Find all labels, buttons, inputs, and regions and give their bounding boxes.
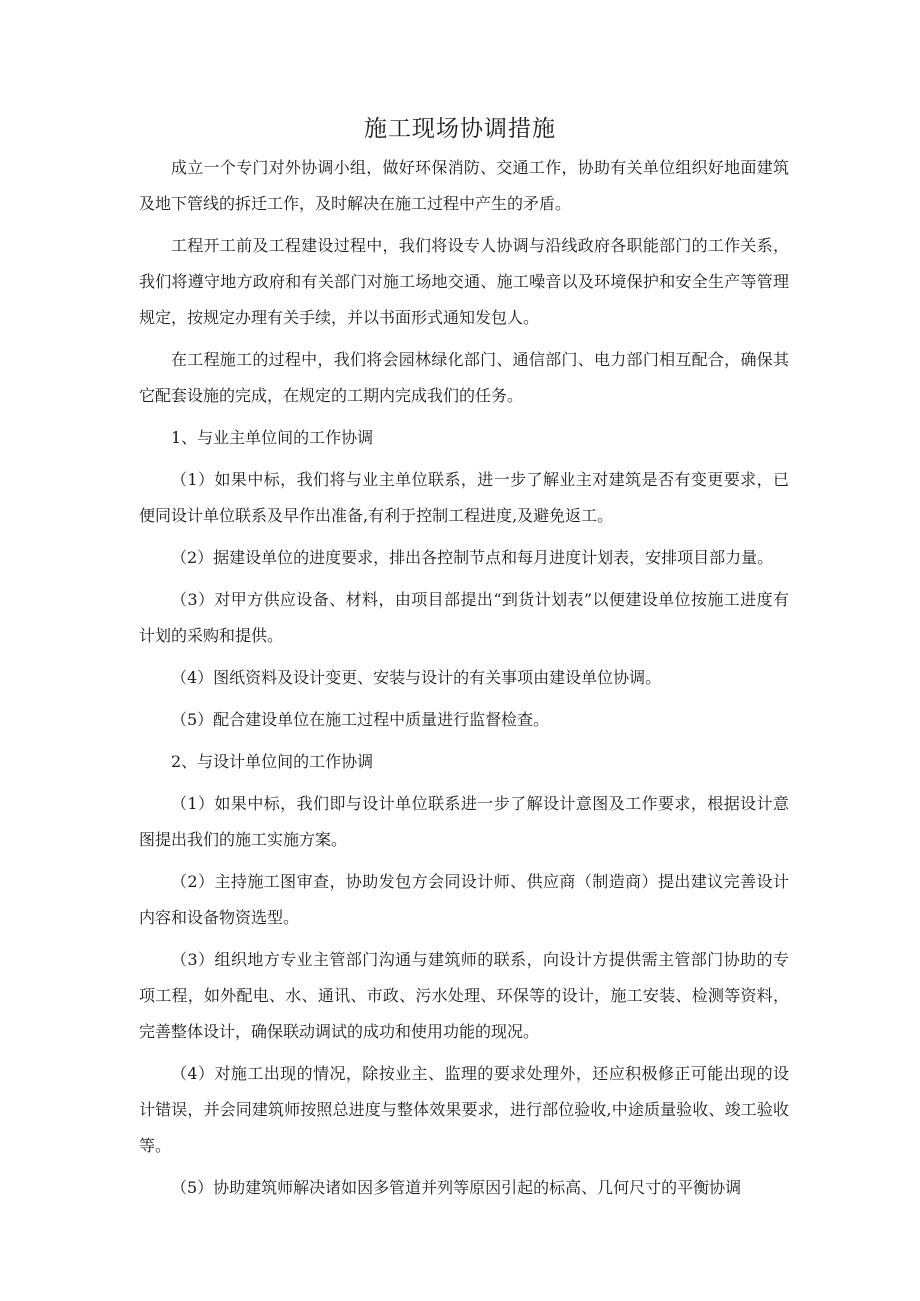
list-item: （1）如果中标，我们将与业主单位联系，进一步了解业主对建筑是否有变更要求，已便同设计单位联系及早作出准备,有利于控制工程进度,及避免返工。	[139, 470, 789, 525]
document-body	[139, 150, 789, 1212]
list-item: （4）图纸资料及设计变更、安装与设计的有关事项由建设单位协调。	[171, 668, 662, 687]
list-item: （3）组织地方专业主管部门沟通与建筑师的联系，向设计方提供需主管部门协助的专项工程，如外配电、水、通讯、市政、污水处理、环保等的设计，施工安装、检测等资料，完善整体设计，确保联动调试的成功和使用功能的现况。	[139, 950, 789, 1041]
list-item: （4）对施工出现的情况，除按业主、监理的要求处理外，还应积极修正可能出现的设计错误，并会同建筑师按照总进度与整体效果要求，进行部位验收,中途质量验收、竣工验收等。	[139, 1064, 789, 1155]
list-item: （5）协助建筑师解决诸如因多管道并列等原因引起的标高、几何尺寸的平衡协调	[171, 1178, 742, 1197]
list-item: （3）对甲方供应设备、材料，由项目部提出“到货计划表”以便建设单位按施工进度有计划的采购和提供。	[139, 590, 789, 645]
list-item: （5）配合建设单位在施工过程中质量进行监督检查。	[171, 710, 550, 729]
section-heading: 2、与设计单位间的工作协调	[171, 752, 374, 771]
list-item: （2）据建设单位的进度要求，排出各控制节点和每月进度计划表，安排项目部力量。	[171, 548, 774, 567]
paragraph: 工程开工前及工程建设过程中，我们将设专人协调与沿线政府各职能部门的工作关系，我们将遵守地方政府和有关部门对施工场地交通、施工噪音以及环境保护和安全生产等管理规定，按规定办理有关手续，并以书面形式通知发包人。	[139, 236, 789, 327]
paragraph: 在工程施工的过程中，我们将会园林绿化部门、通信部门、电力部门相互配合，确保其它配套设施的完成，在规定的工期内完成我们的任务。	[139, 350, 789, 405]
list-item: （2）主持施工图审查，协助发包方会同设计师、供应商（制造商）提出建议完善设计内容和设备物资选型。	[139, 872, 789, 927]
list-item: （1）如果中标，我们即与设计单位联系进一步了解设计意图及工作要求，根据设计意图提出我们的施工实施方案。	[139, 794, 789, 849]
section-heading: 1、与业主单位间的工作协调	[171, 428, 374, 447]
document-title: 施工现场协调措施	[364, 116, 556, 142]
paragraph: 成立一个专门对外协调小组，做好环保消防、交通工作，协助有关单位组织好地面建筑及地下管线的拆迁工作，及时解决在施工过程中产生的矛盾。	[139, 158, 789, 213]
